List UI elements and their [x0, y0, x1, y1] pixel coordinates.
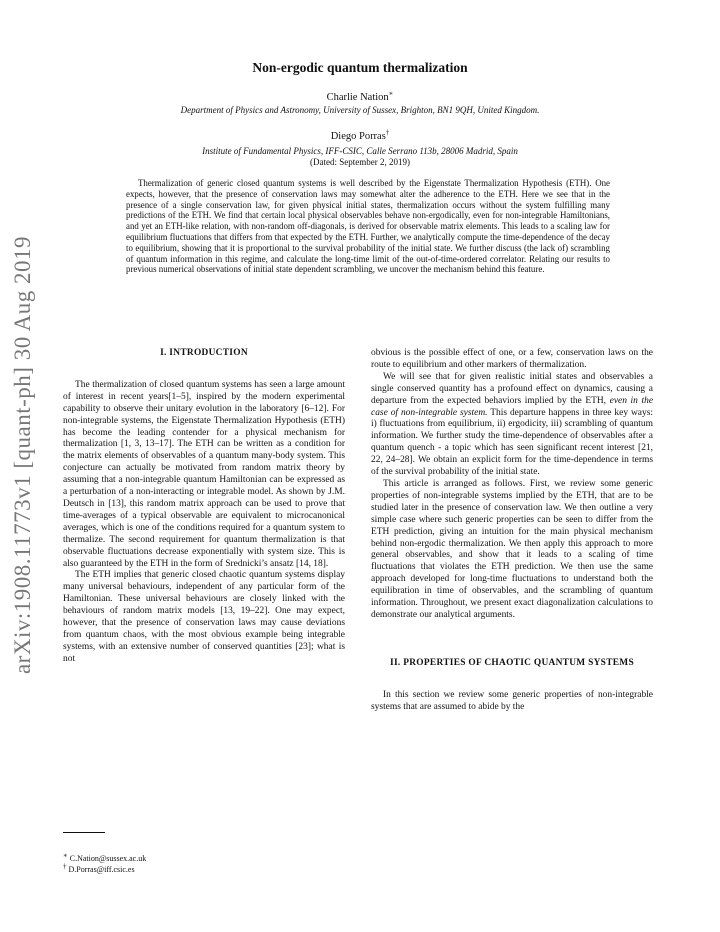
paragraph-text: This departure happens in three key ways: i) fluctuations from equilibrium, ii) ergodicity, iii) scrambling of quantum information. We further study the time-dependence of observables after a quantum quench - a topic which has seen significant recent interest [21, 22, 24–28]. We obtain an explicit form for the time-dependence in terms of the survival probability of the initial state.	[371, 407, 653, 478]
footnote-1	[63, 853, 146, 864]
right-column	[371, 348, 653, 714]
footnote-1-email: C.Nation@sussex.ac.uk	[69, 854, 147, 863]
paragraph: This article is arranged as follows. First, we review some generic properties of non-integrable systems implied by the ETH, that are to be studied later in the presence of conservation law. We then outline a very simple case where such generic properties can be seen to differ from the ETH prediction, giving an intuition for the main physical mechanism behind non-ergodic thermalization. We then apply this approach to more general observables, and show that it leads to a scaling of time fluctuations that violates the ETH prediction. We then use the same approach developed for long-time fluctuations to understand both the equilibration in time of observables, and the scrambling of quantum information. Throughout, we present exact diagonalization calculations to demonstrate our analytical arguments.	[371, 478, 653, 620]
paper-title: Non-ergodic quantum thermalization	[252, 60, 468, 75]
paragraph-text: We will see that for given realistic initial states and observables a single conserved quantity has a profound effect on dynamics, causing a departure from the expected behaviors implied by the ETH,	[371, 371, 653, 406]
footnote-rule	[63, 832, 105, 833]
footnotes	[63, 853, 146, 875]
author-1	[0, 89, 720, 103]
author-2-mark: †	[385, 128, 390, 137]
emphasis-text: even in the case of non-integrable system.	[371, 395, 654, 418]
left-column	[63, 348, 345, 666]
author-1-affiliation: Department of Physics and Astronomy, University of Sussex, Brighton, BN1 9QH, United Kingdom.	[180, 105, 540, 115]
date-line: (Dated: September 2, 2019)	[310, 157, 410, 167]
abstract	[126, 178, 610, 275]
author-2-name: Diego Porras	[330, 131, 386, 142]
author-2	[0, 128, 720, 142]
footnote-2-mark: †	[63, 862, 67, 871]
paragraph: In this section we review some generic properties of non-integrable systems that are assumed to abide by the	[371, 689, 653, 712]
footnote-1-mark: ∗	[63, 851, 68, 860]
abstract-text: Thermalization of generic closed quantum systems is well described by the Eigenstate Thermalization Hypothesis (ETH). One expects, however, that the presence of conservation laws may somewhat alter the adherence to the ETH. Here we see that in the presence of a single conservation law, for given physical initial states, thermalization occurs without the system fulfilling many predictions of the ETH. We find that certain local physical observables behave non-ergodically, even for non-integrable Hamiltonians, and yet an ETH-like relation, with non-random off-diagonals, is derived for observable matrix elements. This leads to a scaling law for equilibrium fluctuations that differs from that expected by the ETH. Further, we analytically compute the time-dependence of the decay to equilibrium, showing that it is proportional to the survival probability of the initial state. We further discuss (the lack of) scrambling of quantum information in this regime, and calculate the long-time limit of the out-of-time-ordered correlator. Relating our results to previous numerical observations of initial state dependent scrambling, we uncover the mechanism behind this feature.	[126, 178, 610, 275]
author-1-name: Charlie Nation	[326, 92, 389, 103]
author-2-affiliation: Institute of Fundamental Physics, IFF-CSIC, Calle Serrano 113b, 28006 Madrid, Spain	[202, 146, 518, 156]
paragraph	[371, 372, 653, 479]
footnote-2-email: D.Porras@iff.csic.es	[68, 865, 135, 874]
arxiv-sidebar-stamp	[3, 235, 43, 675]
author-1-mark: ∗	[388, 89, 394, 98]
paragraph: The thermalization of closed quantum systems has seen a large amount of interest in recent years[1–5], inspired by the modern experimental capability to observe their unitary evolution in the laboratory [6–12]. For non-integrable systems, the Eigenstate Thermalization Hypothesis (ETH) has become the leading contender for a physical mechanism for thermalization [1, 3, 13–17]. The ETH can be written as a condition for the matrix elements of observables of a quantum many-body system. This conjecture can actually be motivated from random matrix theory by assuming that a non-integrable quantum Hamiltonian can be expressed as a perturbation of a non-interacting or integrable model. As shown by J.M. Deutsch in [13], this random matrix approach can be used to prove that time-averages of a typical observable are equivalent to microcanonical averages, which is one of the conditions required for a quantum system to thermalize. The second requirement for quantum thermalization is that observable fluctuations decrease exponentially with system size. This is also guaranteed by the ETH in the form of Srednicki’s ansatz [14, 18].	[63, 379, 345, 569]
paragraph: The ETH implies that generic closed chaotic quantum systems display many universal behaviours, independent of any particular form of the Hamiltonian. These universal behaviours are closely linked with the behaviours of random matrix models [13, 19–22]. One may expect, however, that the presence of conservation laws may cause deviations from quantum chaos, with the most obvious example being integrable systems, with an extensive number of conserved quantities [23]; what is not	[63, 570, 345, 664]
arxiv-identifier: arXiv:1908.11773v1 [quant-ph] 30 Aug 2019	[10, 235, 35, 675]
footnote-2	[63, 864, 146, 875]
section-heading-introduction: I. INTRODUCTION	[160, 348, 248, 358]
paragraph: obvious is the possible effect of one, or a few, conservation laws on the route to equilibrium and other markers of thermalization.	[371, 348, 653, 370]
section-heading-properties: II. PROPERTIES OF CHAOTIC QUANTUM SYSTEMS	[390, 657, 634, 668]
